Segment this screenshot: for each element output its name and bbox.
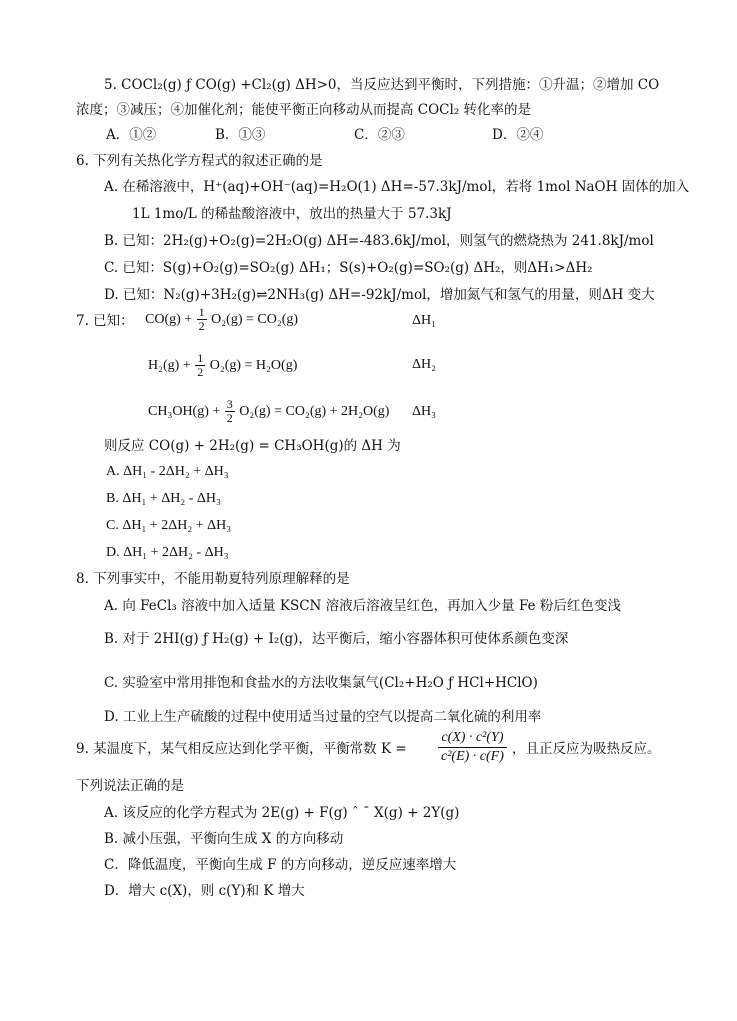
- q6-option-d: D. 已知：N₂(g)+3H₂(g)⇌2NH₃(g) ΔH=-92kJ/mol，增加氮气和氢气的用量，则ΔH 变大: [104, 287, 655, 303]
- q7-equation-3: [148, 396, 389, 428]
- eq2-right: O₂(g) = H₂O(g): [209, 358, 298, 373]
- k-denominator: c²(E) · c(F): [441, 749, 504, 764]
- q7-option-d: D. ΔH₁ + 2ΔH₂ - ΔH₃: [106, 545, 229, 560]
- eq1-num: 1: [198, 305, 205, 320]
- q6-option-a-line2: 1L 1mo/L 的稀盐酸溶液中，放出的热量大于 57.3kJ: [132, 206, 452, 222]
- eq2-fraction: [195, 352, 205, 379]
- q7-option-b: B. ΔH₁ + ΔH₂ - ΔH₃: [106, 491, 221, 506]
- q9-option-d: D．增大 c(X)，则 c(Y)和 K 增大: [104, 883, 305, 899]
- q6-option-a-line1: A. 在稀溶液中，H⁺(aq)+OH⁻(aq)=H₂O(1) ΔH=-57.3kJ/mol，若将 1mol NaOH 固体的加入: [104, 179, 690, 195]
- q9-k-fraction: [438, 729, 507, 766]
- q9-stem-pre: 9. 某温度下，某气相反应达到化学平衡，平衡常数 K =: [76, 741, 407, 757]
- q8-option-d: D. 工业上生产硫酸的过程中使用适当过量的空气以提高二氧化硫的利用率: [104, 709, 542, 725]
- q9-option-b: B. 减小压强，平衡向生成 X 的方向移动: [104, 831, 344, 847]
- eq1-left: CO(g) +: [145, 312, 193, 327]
- q7-equation-2: [148, 350, 297, 382]
- q6-stem: 6. 下列有关热化学方程式的叙述正确的是: [76, 153, 323, 169]
- q5-option-b: B．①③: [215, 127, 266, 143]
- q5-line1: 5. COCl₂(g) ƒ CO(g) +Cl₂(g) ΔH>0，当反应达到平衡时，下列措施：①升温；②增加 CO: [104, 77, 660, 93]
- q9-stem-post: ，且正反应为吸热反应。: [512, 741, 661, 757]
- eq3-right: O₂(g) = CO₂(g) + 2H₂O(g): [239, 404, 390, 419]
- eq1-fraction: [197, 306, 207, 333]
- eq3-num: 3: [226, 397, 233, 412]
- q5-option-d: D．②④: [492, 127, 544, 143]
- eq2-left: H₂(g) +: [148, 358, 191, 373]
- q5-option-a: A．①②: [106, 127, 157, 143]
- q9-option-c: C．降低温度，平衡向生成 F 的方向移动，逆反应速率增大: [104, 857, 457, 873]
- eq1-den: 2: [198, 319, 205, 334]
- q9-line2: 下列说法正确的是: [76, 778, 184, 794]
- q7-ask: 则反应 CO(g) + 2H₂(g) = CH₃OH(g)的 ΔH 为: [104, 438, 401, 454]
- q7-dh3: ΔH₃: [412, 404, 436, 419]
- q8-option-a: A. 向 FeCl₃ 溶液中加入适量 KSCN 溶液后溶液呈红色，再加入少量 Fe 粉后红色变浅: [104, 598, 621, 614]
- q7-option-c: C. ΔH₁ + 2ΔH₂ + ΔH₃: [106, 518, 232, 533]
- q7-dh1: ΔH₁: [412, 313, 436, 328]
- eq2-num: 1: [197, 351, 204, 366]
- q8-stem: 8. 下列事实中，不能用勒夏特列原理解释的是: [76, 571, 350, 587]
- q5-line2: 浓度；③减压；④加催化剂；能使平衡正向移动从而提高 COCl₂ 转化率的是: [76, 102, 532, 118]
- q9-option-a: A. 该反应的化学方程式为 2E(g) + F(g) ˆ ˉ X(g) + 2Y(g): [104, 805, 460, 821]
- q7-dh2: ΔH₂: [412, 357, 436, 372]
- eq3-fraction: [225, 398, 235, 425]
- q7-label: 7. 已知：: [76, 313, 134, 329]
- q8-option-c: C. 实验室中常用排饱和食盐水的方法收集氯气(Cl₂+H₂O ƒ HCl+HClO): [104, 675, 538, 691]
- eq3-den: 2: [226, 411, 233, 426]
- k-numerator: c(X) · c²(Y): [438, 729, 507, 748]
- eq2-den: 2: [197, 365, 204, 380]
- q7-equation-1: [145, 304, 298, 336]
- eq3-left: CH₃OH(g) +: [148, 404, 221, 419]
- q6-option-b: B. 已知：2H₂(g)+O₂(g)=2H₂O(g) ΔH=-483.6kJ/mol，则氢气的燃烧热为 241.8kJ/mol: [104, 233, 654, 249]
- q5-option-c: C．②③: [354, 127, 405, 143]
- q7-option-a: A. ΔH₁ - 2ΔH₂ + ΔH₃: [106, 464, 229, 479]
- q6-option-c: C. 已知：S(g)+O₂(g)=SO₂(g) ΔH₁；S(s)+O₂(g)=SO₂(g) ΔH₂，则ΔH₁>ΔH₂: [104, 260, 593, 276]
- q8-option-b: B. 对于 2HI(g) ƒ H₂(g) + I₂(g)，达平衡后，缩小容器体积可使体系颜色变深: [104, 631, 569, 647]
- eq1-right: O₂(g) = CO₂(g): [211, 312, 299, 327]
